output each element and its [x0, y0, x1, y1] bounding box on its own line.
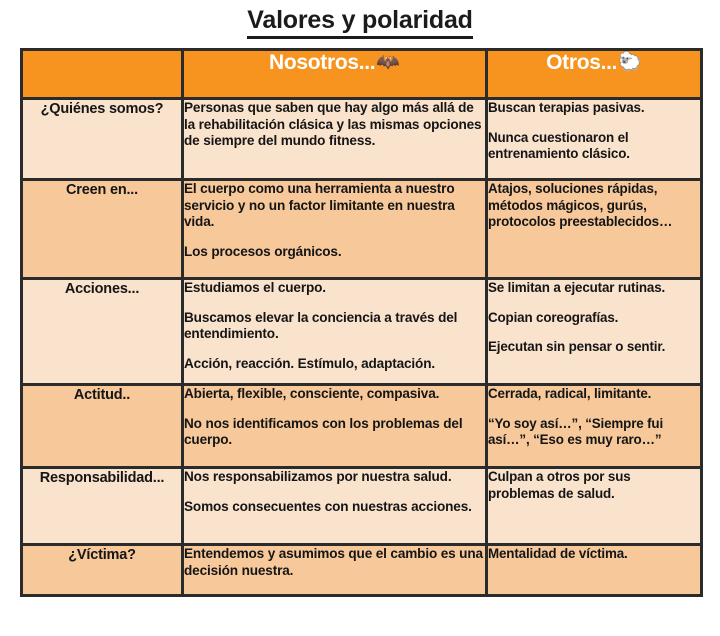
- row-us-cell: [183, 279, 487, 385]
- row-label: Creen en...: [66, 182, 138, 198]
- table-row: [22, 385, 702, 468]
- row-label: Acciones...: [64, 281, 140, 297]
- row-us-cell: [183, 180, 487, 279]
- table-row: [22, 180, 702, 279]
- row-label: ¿Víctima?: [68, 547, 136, 563]
- paragraph: Nos responsabilizamos por nuestra salud.: [184, 469, 452, 484]
- paragraph: Nunca cuestionaron el entrenamiento clásico.: [488, 129, 630, 161]
- row-them-cell: [487, 180, 702, 279]
- paragraph: Ejecutan sin pensar o sentir.: [488, 339, 666, 354]
- paragraph: Mentalidad de víctima.: [488, 546, 628, 561]
- header-cell-us: [183, 50, 487, 99]
- paragraph: Cerrada, radical, limitante.: [488, 386, 652, 401]
- row-label-cell: [22, 468, 183, 545]
- table-row: [22, 468, 702, 545]
- table-header-row: [22, 50, 702, 99]
- paragraph: Atajos, soluciones rápidas, métodos mágicos, gurús, protocolos preestablecidos…: [488, 181, 673, 229]
- row-label-cell: [22, 180, 183, 279]
- header-label-us: Nosotros...: [268, 51, 376, 74]
- values-table-container: [20, 48, 700, 597]
- row-label-cell: [22, 385, 183, 468]
- paragraph: Estudiamos el cuerpo.: [184, 280, 326, 295]
- paragraph: Copian coreografías.: [488, 309, 619, 325]
- table-row: [22, 279, 702, 385]
- bat-emoji: 🦇: [376, 52, 401, 73]
- table-row: [22, 99, 702, 180]
- page-title: Valores y polaridad: [247, 5, 472, 39]
- paragraph: Buscan terapias pasivas.: [488, 100, 645, 115]
- row-label: ¿Quiénes somos?: [40, 101, 164, 117]
- row-them-cell: [487, 468, 702, 545]
- paragraph: Los procesos orgánicos.: [184, 243, 342, 259]
- page-title-container: [0, 0, 720, 42]
- table-row: [22, 545, 702, 596]
- row-us-cell: [183, 545, 487, 596]
- sheep-emoji: 🐑: [618, 52, 642, 73]
- paragraph: Buscamos elevar la conciencia a través del entendimiento.: [184, 309, 458, 341]
- row-them-cell: [487, 545, 702, 596]
- row-us-cell: [183, 468, 487, 545]
- values-polarity-table: [20, 48, 703, 597]
- paragraph: Entendemos y asumimos que el cambio es una decisión nuestra.: [184, 546, 483, 578]
- row-them-cell: [487, 279, 702, 385]
- paragraph: Personas que saben que hay algo más allá de la rehabilitación clásica y las mismas opciones de siempre del mundo fitness.: [184, 100, 482, 148]
- row-them-cell: [487, 385, 702, 468]
- row-label-cell: [22, 279, 183, 385]
- row-label: Responsabilidad...: [39, 470, 165, 486]
- row-label-cell: [22, 99, 183, 180]
- row-them-cell: [487, 99, 702, 180]
- paragraph: Acción, reacción. Estímulo, adaptación.: [184, 355, 435, 371]
- row-label: Actitud..: [73, 387, 131, 403]
- paragraph: El cuerpo como una herramienta a nuestro servicio y no un factor limitante en nuestra vida.: [184, 181, 455, 229]
- row-us-cell: [183, 99, 487, 180]
- header-cell-blank: [22, 50, 183, 99]
- header-label-them: Otros...: [546, 51, 618, 74]
- paragraph: Se limitan a ejecutar rutinas.: [488, 280, 666, 295]
- paragraph: Abierta, flexible, consciente, compasiva.: [184, 386, 440, 401]
- paragraph: “Yo soy así…”, “Siempre fui así…”, “Eso es muy raro…”: [488, 415, 664, 447]
- table-body: [22, 99, 702, 596]
- header-cell-them: [487, 50, 702, 99]
- paragraph: No nos identificamos con los problemas del cuerpo.: [184, 415, 463, 447]
- paragraph: Somos consecuentes con nuestras acciones.: [184, 498, 472, 514]
- paragraph: Culpan a otros por sus problemas de salud.: [488, 469, 631, 501]
- row-us-cell: [183, 385, 487, 468]
- row-label-cell: [22, 545, 183, 596]
